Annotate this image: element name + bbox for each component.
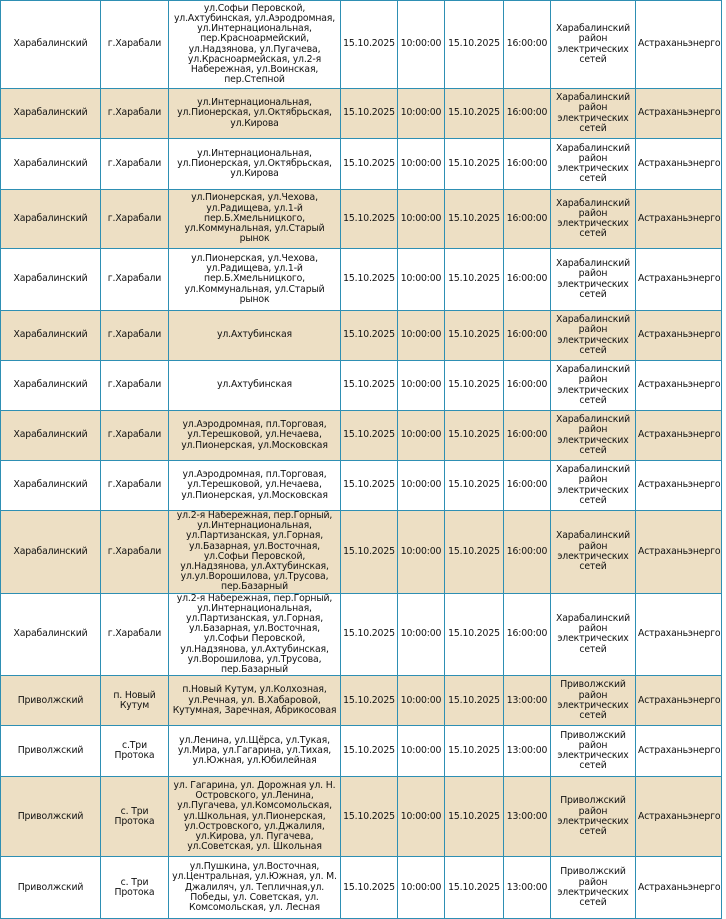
end-date-cell: 15.10.2025 xyxy=(445,411,504,461)
table-row xyxy=(1,311,722,361)
end-date-cell: 15.10.2025 xyxy=(445,311,504,361)
table-row xyxy=(1,1,722,89)
district-cell: Харабалинский xyxy=(1,89,101,139)
table-row xyxy=(1,89,722,139)
streets-cell: ул.2-я Набережная, пер.Горный, ул.Интернациональная, ул.Партизанская, ул.Горная, ул.Базарная, ул.Восточная, ул.Софьи Перовской, ул.Надзянова, ул.Ахтубинская, ул.Ворошилова, ул.Трусова, пер.Базарный xyxy=(169,593,341,676)
start-time-cell: 10:00:00 xyxy=(398,511,445,594)
company-cell: Астраханьэнерго xyxy=(636,249,722,311)
company-cell: Астраханьэнерго xyxy=(636,1,722,89)
branch-cell: Харабалинский район электрических сетей xyxy=(551,249,636,311)
start-time-cell: 10:00:00 xyxy=(398,777,445,857)
district-cell: Приволжский xyxy=(1,726,101,777)
district-cell: Харабалинский xyxy=(1,1,101,89)
start-date-cell: 15.10.2025 xyxy=(341,461,398,511)
table-row xyxy=(1,511,722,594)
company-cell: Астраханьэнерго xyxy=(636,593,722,676)
end-time-cell: 16:00:00 xyxy=(504,511,551,594)
district-cell: Приволжский xyxy=(1,857,101,919)
district-cell: Харабалинский xyxy=(1,461,101,511)
end-time-cell: 16:00:00 xyxy=(504,249,551,311)
end-time-cell: 16:00:00 xyxy=(504,139,551,190)
start-time-cell: 10:00:00 xyxy=(398,249,445,311)
table-row xyxy=(1,676,722,726)
streets-cell: ул.Интернациональная, ул.Пионерская, ул.Октябрьская, ул.Кирова xyxy=(169,139,341,190)
branch-cell: Харабалинский район электрических сетей xyxy=(551,461,636,511)
company-cell: Астраханьэнерго xyxy=(636,857,722,919)
district-cell: Приволжский xyxy=(1,676,101,726)
table-row xyxy=(1,361,722,411)
table-row xyxy=(1,857,722,919)
table-row xyxy=(1,411,722,461)
company-cell: Астраханьэнерго xyxy=(636,89,722,139)
branch-cell: Харабалинский район электрических сетей xyxy=(551,361,636,411)
end-date-cell: 15.10.2025 xyxy=(445,1,504,89)
company-cell: Астраханьэнерго xyxy=(636,139,722,190)
table-row xyxy=(1,593,722,676)
company-cell: Астраханьэнерго xyxy=(636,190,722,249)
streets-cell: ул.Софьи Перовской, ул.Ахтубинская, ул.Аэродромная, ул.Интернациональная, пер.Красноармейский, ул.Надзянова, ул.Пугачева, ул.Красноармейская, ул.2-я Набережная, ул.Воинская, пер.Степной xyxy=(169,1,341,89)
start-date-cell: 15.10.2025 xyxy=(341,593,398,676)
locality-cell: г.Харабали xyxy=(101,190,169,249)
table-row xyxy=(1,461,722,511)
start-time-cell: 10:00:00 xyxy=(398,857,445,919)
locality-cell: г.Харабали xyxy=(101,1,169,89)
start-time-cell: 10:00:00 xyxy=(398,1,445,89)
district-cell: Харабалинский xyxy=(1,511,101,594)
start-date-cell: 15.10.2025 xyxy=(341,676,398,726)
company-cell: Астраханьэнерго xyxy=(636,511,722,594)
streets-cell: ул.2-я Набережная, пер.Горный, ул.Интернациональная, ул.Партизанская, ул.Горная, ул.Базарная, ул.Восточная, ул.Софьи Перовской, ул.Надзянова, ул.Ахтубинская, ул.ул.Ворошилова, ул.Трусова, пер.Базарный xyxy=(169,511,341,594)
end-date-cell: 15.10.2025 xyxy=(445,249,504,311)
company-cell: Астраханьэнерго xyxy=(636,311,722,361)
locality-cell: г.Харабали xyxy=(101,249,169,311)
locality-cell: п. Новый Кутум xyxy=(101,676,169,726)
district-cell: Харабалинский xyxy=(1,190,101,249)
streets-cell: ул.Пионерская, ул.Чехова, ул.Радищева, ул.1-й пер.Б.Хмельницкого, ул.Коммунальная, ул.Старый рынок xyxy=(169,190,341,249)
branch-cell: Приволжский район электрических сетей xyxy=(551,777,636,857)
locality-cell: с. Три Протока xyxy=(101,777,169,857)
end-date-cell: 15.10.2025 xyxy=(445,511,504,594)
start-date-cell: 15.10.2025 xyxy=(341,190,398,249)
start-time-cell: 10:00:00 xyxy=(398,461,445,511)
start-date-cell: 15.10.2025 xyxy=(341,411,398,461)
branch-cell: Харабалинский район электрических сетей xyxy=(551,411,636,461)
district-cell: Харабалинский xyxy=(1,593,101,676)
start-date-cell: 15.10.2025 xyxy=(341,857,398,919)
end-time-cell: 16:00:00 xyxy=(504,411,551,461)
locality-cell: г.Харабали xyxy=(101,361,169,411)
end-time-cell: 16:00:00 xyxy=(504,190,551,249)
company-cell: Астраханьэнерго xyxy=(636,676,722,726)
end-date-cell: 15.10.2025 xyxy=(445,726,504,777)
end-date-cell: 15.10.2025 xyxy=(445,361,504,411)
end-time-cell: 13:00:00 xyxy=(504,777,551,857)
end-time-cell: 16:00:00 xyxy=(504,361,551,411)
end-time-cell: 16:00:00 xyxy=(504,461,551,511)
start-time-cell: 10:00:00 xyxy=(398,726,445,777)
branch-cell: Харабалинский район электрических сетей xyxy=(551,190,636,249)
start-time-cell: 10:00:00 xyxy=(398,311,445,361)
streets-cell: п.Новый Кутум, ул.Колхозная, ул.Речная, ул. В.Хабаровой, Кутумная, Заречная, Абрикосовая xyxy=(169,676,341,726)
branch-cell: Харабалинский район электрических сетей xyxy=(551,311,636,361)
end-time-cell: 13:00:00 xyxy=(504,857,551,919)
table-row xyxy=(1,777,722,857)
end-time-cell: 13:00:00 xyxy=(504,676,551,726)
company-cell: Астраханьэнерго xyxy=(636,411,722,461)
end-date-cell: 15.10.2025 xyxy=(445,139,504,190)
branch-cell: Харабалинский район электрических сетей xyxy=(551,89,636,139)
start-date-cell: 15.10.2025 xyxy=(341,311,398,361)
start-time-cell: 10:00:00 xyxy=(398,139,445,190)
branch-cell: Приволжский район электрических сетей xyxy=(551,857,636,919)
locality-cell: с. Три Протока xyxy=(101,857,169,919)
district-cell: Харабалинский xyxy=(1,311,101,361)
branch-cell: Приволжский район электрических сетей xyxy=(551,676,636,726)
district-cell: Харабалинский xyxy=(1,249,101,311)
start-date-cell: 15.10.2025 xyxy=(341,1,398,89)
district-cell: Приволжский xyxy=(1,777,101,857)
streets-cell: ул. Гагарина, ул. Дорожная ул. Н. Островского, ул.Ленина, ул.Пугачева, ул.Комсомольская, ул.Школьная, ул.Пионерская, ул.Островского, ул.Джалиля, ул.Кирова, ул. Пугачева, ул.Советская, ул. Школьная xyxy=(169,777,341,857)
start-date-cell: 15.10.2025 xyxy=(341,249,398,311)
streets-cell: ул.Пионерская, ул.Чехова, ул.Радищева, ул.1-й пер.Б.Хмельницкого, ул.Коммунальная, ул.Старый рынок xyxy=(169,249,341,311)
branch-cell: Харабалинский район электрических сетей xyxy=(551,593,636,676)
district-cell: Харабалинский xyxy=(1,139,101,190)
end-date-cell: 15.10.2025 xyxy=(445,593,504,676)
end-date-cell: 15.10.2025 xyxy=(445,89,504,139)
company-cell: Астраханьэнерго xyxy=(636,726,722,777)
table-row xyxy=(1,249,722,311)
start-time-cell: 10:00:00 xyxy=(398,593,445,676)
locality-cell: с.Три Протока xyxy=(101,726,169,777)
start-time-cell: 10:00:00 xyxy=(398,190,445,249)
company-cell: Астраханьэнерго xyxy=(636,461,722,511)
start-time-cell: 10:00:00 xyxy=(398,361,445,411)
end-date-cell: 15.10.2025 xyxy=(445,676,504,726)
locality-cell: г.Харабали xyxy=(101,139,169,190)
end-date-cell: 15.10.2025 xyxy=(445,461,504,511)
streets-cell: ул.Аэродромная, пл.Торговая, ул.Терешковой, ул.Нечаева, ул.Пионерская, ул.Московская xyxy=(169,411,341,461)
district-cell: Харабалинский xyxy=(1,361,101,411)
locality-cell: г.Харабали xyxy=(101,511,169,594)
start-date-cell: 15.10.2025 xyxy=(341,726,398,777)
table-row xyxy=(1,726,722,777)
locality-cell: г.Харабали xyxy=(101,461,169,511)
streets-cell: ул.Интернациональная, ул.Пионерская, ул.Октябрьская, ул.Кирова xyxy=(169,89,341,139)
branch-cell: Приволжский район электрических сетей xyxy=(551,726,636,777)
end-time-cell: 16:00:00 xyxy=(504,89,551,139)
end-date-cell: 15.10.2025 xyxy=(445,777,504,857)
end-time-cell: 16:00:00 xyxy=(504,311,551,361)
streets-cell: ул.Аэродромная, пл.Торговая, ул.Терешковой, ул.Нечаева, ул.Пионерская, ул.Московская xyxy=(169,461,341,511)
branch-cell: Харабалинский район электрических сетей xyxy=(551,139,636,190)
end-date-cell: 15.10.2025 xyxy=(445,857,504,919)
company-cell: Астраханьэнерго xyxy=(636,361,722,411)
company-cell: Астраханьэнерго xyxy=(636,777,722,857)
locality-cell: г.Харабали xyxy=(101,411,169,461)
start-date-cell: 15.10.2025 xyxy=(341,89,398,139)
locality-cell: г.Харабали xyxy=(101,89,169,139)
start-date-cell: 15.10.2025 xyxy=(341,511,398,594)
table-row xyxy=(1,190,722,249)
start-time-cell: 10:00:00 xyxy=(398,89,445,139)
streets-cell: ул.Ахтубинская xyxy=(169,311,341,361)
start-date-cell: 15.10.2025 xyxy=(341,777,398,857)
branch-cell: Харабалинский район электрических сетей xyxy=(551,511,636,594)
streets-cell: ул.Ленина, ул.Щёрса, ул.Тукая, ул.Мира, ул.Гагарина, ул.Тихая, ул.Южная, ул.Юбилейная xyxy=(169,726,341,777)
streets-cell: ул.Ахтубинская xyxy=(169,361,341,411)
locality-cell: г.Харабали xyxy=(101,593,169,676)
district-cell: Харабалинский xyxy=(1,411,101,461)
branch-cell: Харабалинский район электрических сетей xyxy=(551,1,636,89)
start-time-cell: 10:00:00 xyxy=(398,411,445,461)
table-row xyxy=(1,139,722,190)
end-date-cell: 15.10.2025 xyxy=(445,190,504,249)
table-body xyxy=(1,1,722,919)
locality-cell: г.Харабали xyxy=(101,311,169,361)
start-time-cell: 10:00:00 xyxy=(398,676,445,726)
start-date-cell: 15.10.2025 xyxy=(341,139,398,190)
end-time-cell: 13:00:00 xyxy=(504,726,551,777)
end-time-cell: 16:00:00 xyxy=(504,593,551,676)
start-date-cell: 15.10.2025 xyxy=(341,361,398,411)
streets-cell: ул.Пушкина, ул.Восточная, ул.Центральная, ул.Южная, ул. М. Джалиляч, ул. Тепличная,ул. Победы, ул. Советская, ул. Комсомольская, ул. Лесная xyxy=(169,857,341,919)
end-time-cell: 16:00:00 xyxy=(504,1,551,89)
